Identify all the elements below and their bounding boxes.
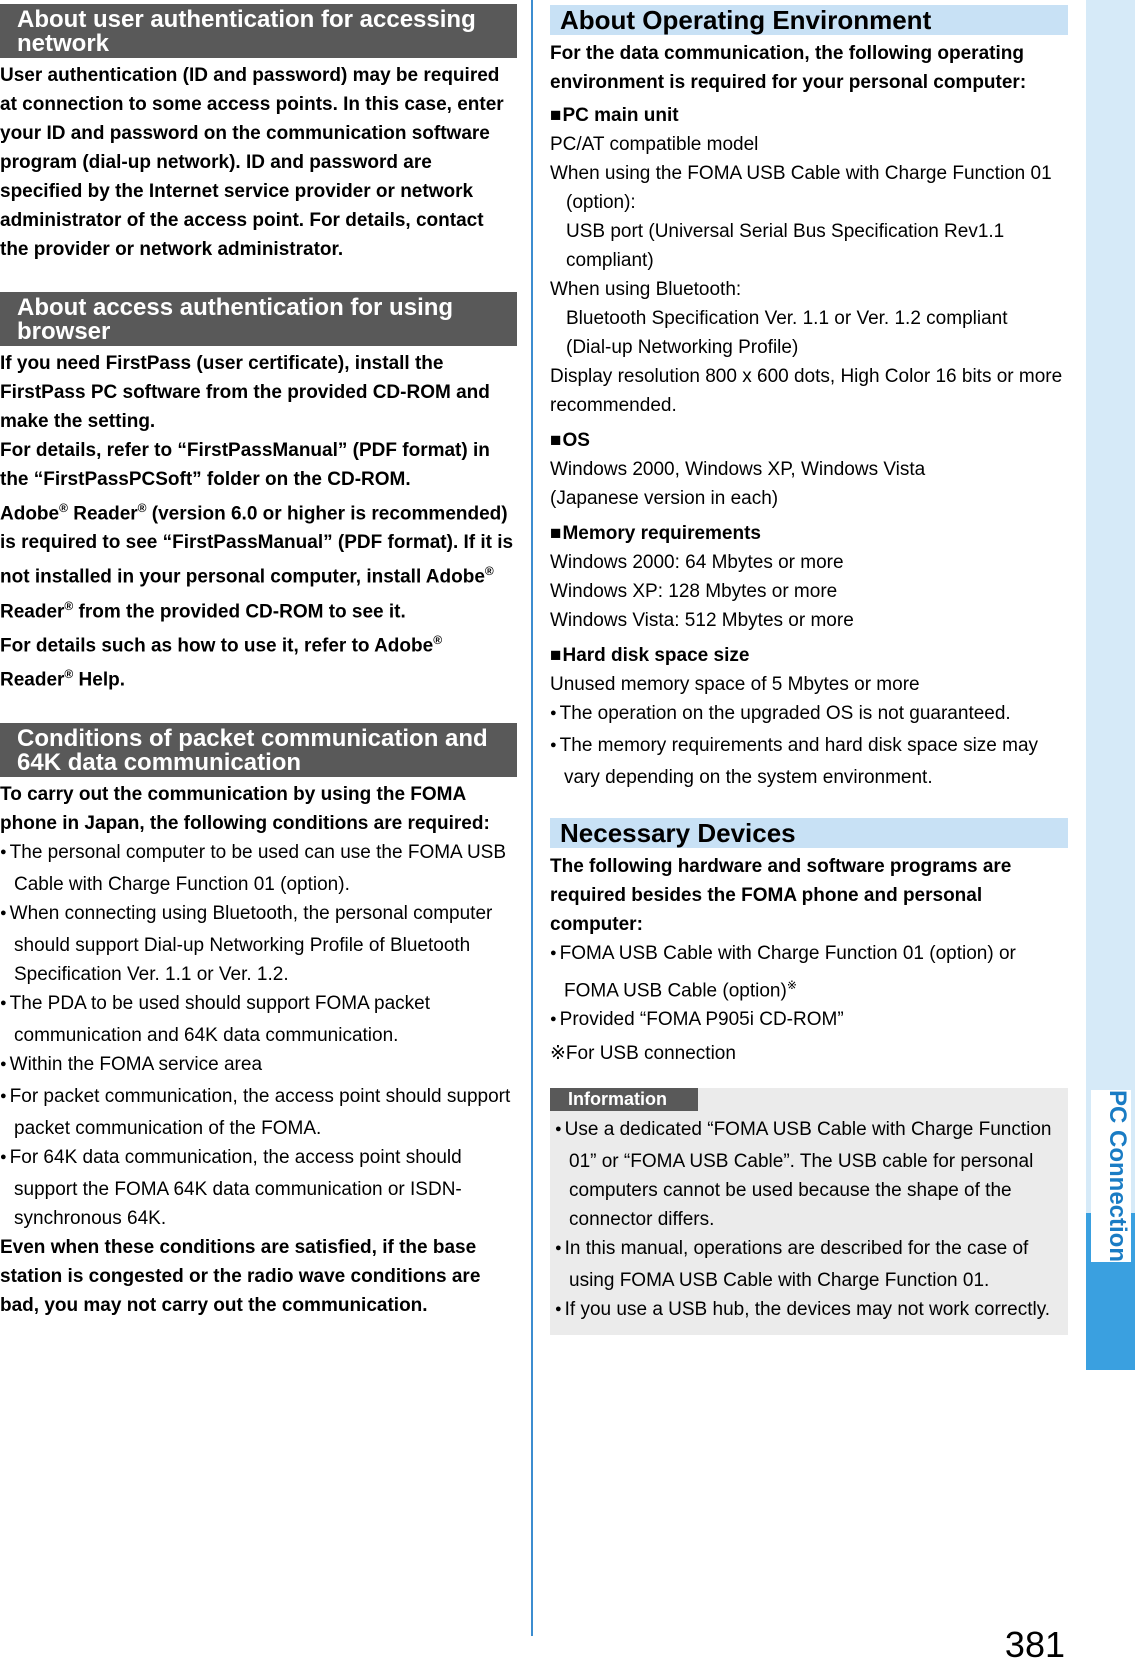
env-intro: For the data communication, the following operating environment is required for your personal computer: — [550, 43, 1027, 93]
devices-note: ※For USB connection — [550, 1043, 736, 1065]
pc-indent-line: (Dial-up Networking Profile) — [566, 337, 799, 358]
pc-indent-line: (option): — [566, 192, 636, 213]
heading-necessary-devices: Necessary Devices — [550, 818, 1068, 848]
info-bullet: ● In this manual, operations are described for the case of using FOMA USB Cable with Charge Function 01. — [555, 1234, 1056, 1295]
packet-bullet: ● For 64K data communication, the access point should support the FOMA 64K data communication or ISDN-synchronous 64K. — [0, 1143, 517, 1233]
packet-bullet: ● Within the FOMA service area — [0, 1050, 517, 1082]
packet-bullet: ● The PDA to be used should support FOMA packet communication and 64K data communication. — [0, 989, 517, 1050]
memory-title: ■ Memory requirements — [550, 519, 1068, 548]
access-auth-p2: For details, refer to “FirstPassManual” (PDF format) in the “FirstPassPCSoft” folder on the CD-ROM. — [0, 440, 490, 490]
packet-bullet: ● When connecting using Bluetooth, the personal computer should support Dial-up Networking Profile of Bluetooth Specification Ver. 1.1 or Ver. 1.2. — [0, 899, 517, 989]
devices-intro: The following hardware and software programs are required besides the FOMA phone and personal computer: — [550, 856, 1012, 935]
right-column — [550, 0, 1068, 1335]
pc-indent-line: Bluetooth Specification Ver. 1.1 or Ver. 1.2 compliant — [566, 308, 1008, 329]
devices-bullet: ● Provided “FOMA P905i CD-ROM” — [550, 1005, 1068, 1037]
packet-bullet: ● The personal computer to be used can use the FOMA USB Cable with Charge Function 01 (option). — [0, 838, 517, 899]
pc-display-line: Display resolution 800 x 600 dots, High Color 16 bits or more recommended. — [550, 366, 1063, 416]
heading-operating-environment: About Operating Environment — [550, 5, 1068, 35]
env-bullet: ● The memory requirements and hard disk space size may vary depending on the system environment. — [550, 731, 1068, 792]
left-column — [0, 0, 517, 1320]
access-auth-p3: Adobe® Reader® (version 6.0 or higher is recommended) is required to see “FirstPassManual” (PDF format). If it is not installed in your personal computer, install Adobe® Reader® from the provided CD-ROM to see it. — [0, 501, 514, 622]
info-bullet: ● Use a dedicated “FOMA USB Cable with Charge Function 01” or “FOMA USB Cable”. The USB cable for personal computers cannot be used because the shape of the connector differs. — [555, 1115, 1056, 1234]
access-auth-body — [0, 349, 517, 695]
devices-bullet: ● FOMA USB Cable with Charge Function 01 (option) or FOMA USB Cable (option)※ — [550, 939, 1068, 1005]
os-line: Windows 2000, Windows XP, Windows Vista — [550, 459, 926, 480]
information-box — [550, 1088, 1068, 1335]
env-bullet: ● The operation on the upgraded OS is not guaranteed. — [550, 699, 1068, 731]
heading-packet-conditions: Conditions of packet communication and 64K data communication — [0, 723, 517, 777]
pc-indent-line: USB port (Universal Serial Bus Specification Rev1.1 — [566, 221, 1005, 242]
packet-conditions-body — [0, 780, 517, 1320]
packet-bullet: ● For packet communication, the access point should support packet communication of the FOMA. — [0, 1082, 517, 1143]
information-tag: Information — [550, 1088, 698, 1111]
memory-line: Windows Vista: 512 Mbytes or more — [550, 610, 854, 631]
os-line: (Japanese version in each) — [550, 488, 779, 509]
pc-line: When using the FOMA USB Cable with Charge Function 01 — [550, 163, 1052, 184]
side-chapter-label: PC Connection — [1091, 1090, 1131, 1262]
info-bullet: ● If you use a USB hub, the devices may not work correctly. — [555, 1295, 1056, 1327]
hard-disk-line: Unused memory space of 5 Mbytes or more — [550, 674, 920, 695]
access-auth-p1: If you need FirstPass (user certificate), install the FirstPass PC software from the provided CD-ROM and make the setting. — [0, 353, 490, 432]
pc-main-unit-title: ■ PC main unit — [550, 101, 1068, 130]
column-divider — [531, 0, 533, 1636]
memory-line: Windows 2000: 64 Mbytes or more — [550, 552, 844, 573]
page-number: 381 — [1004, 1624, 1065, 1665]
heading-user-auth: About user authentication for accessing network — [0, 4, 517, 58]
memory-line: Windows XP: 128 Mbytes or more — [550, 581, 838, 602]
os-title: ■ OS — [550, 426, 1068, 455]
access-auth-p4: For details such as how to use it, refer to Adobe® Reader® Help. — [0, 632, 443, 691]
packet-intro: To carry out the communication by using the FOMA phone in Japan, the following conditions are required: — [0, 783, 490, 834]
pc-line: PC/AT compatible model — [550, 134, 759, 155]
heading-access-auth: About access authentication for using browser — [0, 292, 517, 346]
packet-outro: Even when these conditions are satisfied, if the base station is congested or the radio wave conditions are bad, you may not carry out the communication. — [0, 1236, 481, 1316]
hard-disk-title: ■ Hard disk space size — [550, 641, 1068, 670]
user-auth-body: User authentication (ID and password) may be required at connection to some access points. In this case, enter your ID and password on the communication software program (dial-up network). ID and password are specified by the Internet service provider or network administrator of the access point. For details, contact the provider or network administrator. — [0, 65, 504, 260]
pc-indent-line: compliant) — [566, 250, 654, 271]
pc-bluetooth-line: When using Bluetooth: — [550, 279, 742, 300]
